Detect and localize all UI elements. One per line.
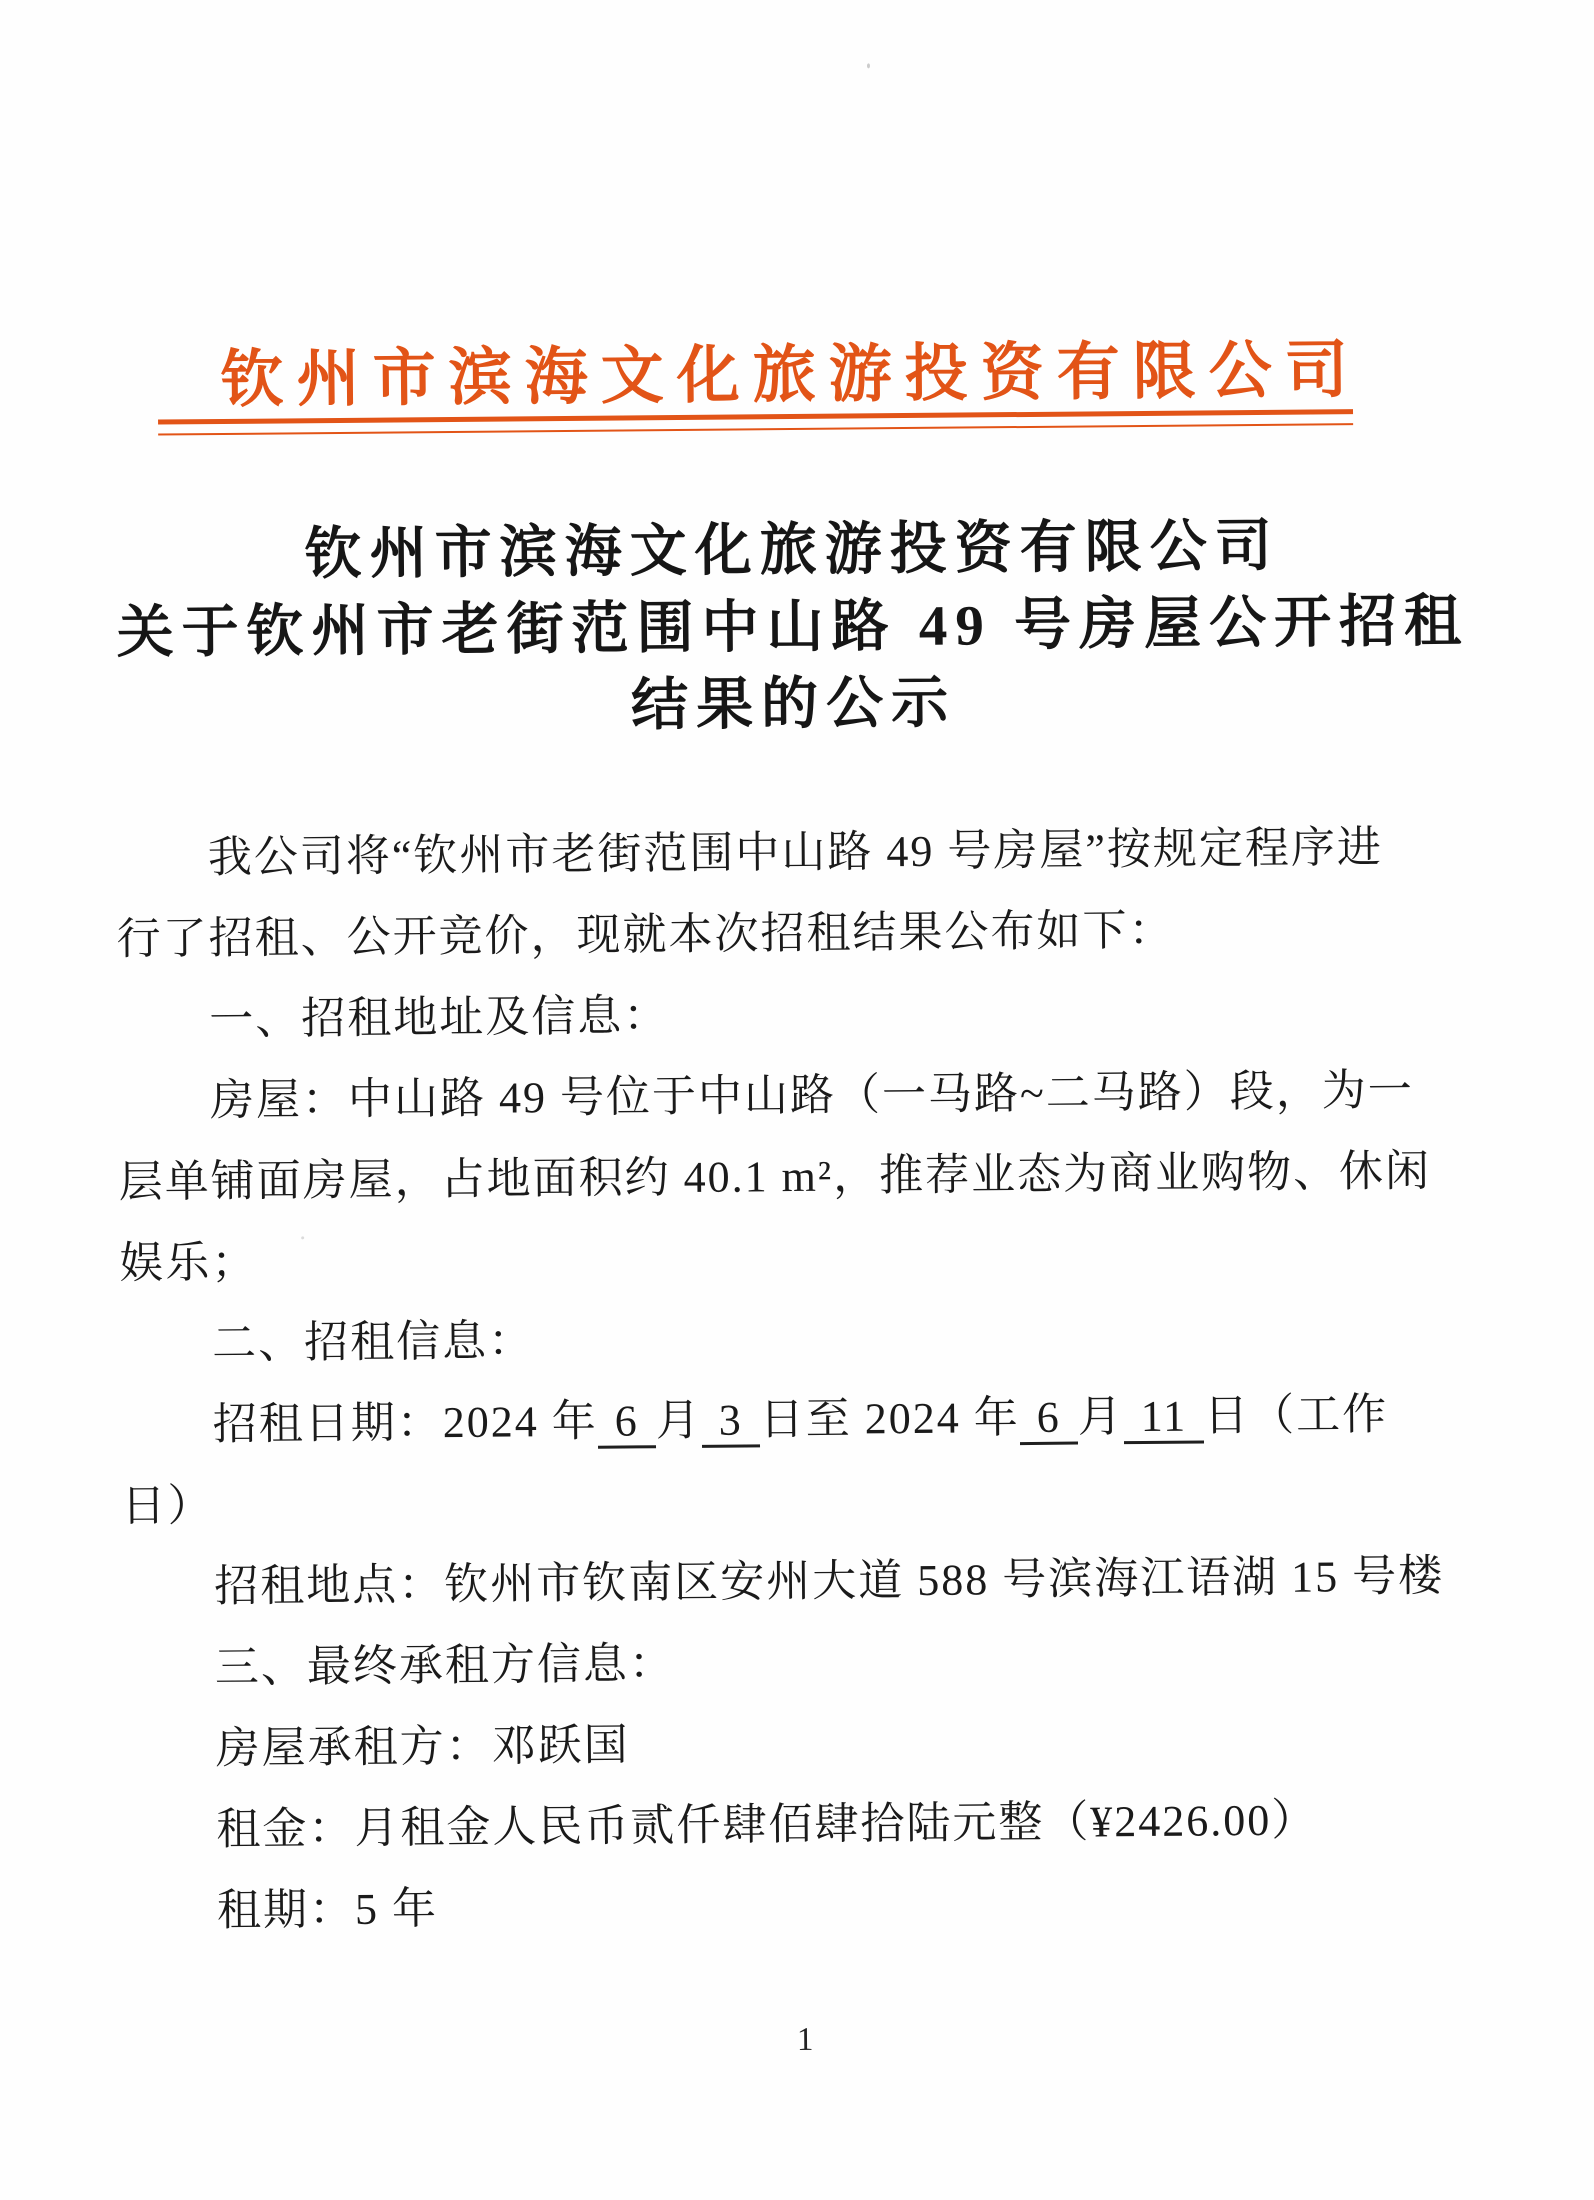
document-title	[0, 505, 1591, 750]
page-number: 1	[796, 2021, 814, 2059]
document-title-line: 关于钦州市老街范围中山路 49 号房屋公开招租	[116, 590, 1470, 665]
body-text-segment: 日至 2024 年	[759, 1393, 1020, 1445]
body-line	[119, 1211, 1490, 1304]
body-line	[121, 1454, 1492, 1547]
body-text-segment: 一、招租地址及信息：	[209, 991, 670, 1045]
document-body	[116, 806, 1496, 1952]
body-text-segment: 我公司将“钦州市老街范围中山路 49 号房屋”按规定程序进	[207, 822, 1384, 883]
body-line	[123, 1697, 1494, 1790]
scan-speck	[867, 63, 870, 68]
body-line	[122, 1535, 1493, 1628]
body-text-segment: 日（工作	[1203, 1389, 1389, 1441]
body-text-segment: 娱乐；	[119, 1237, 258, 1288]
document-title-line: 钦州市滨海文化旅游投资有限公司	[304, 514, 1280, 587]
underlined-value: 6	[598, 1396, 656, 1449]
body-line	[120, 1373, 1491, 1466]
body-text-segment: 三、最终承租方信息：	[214, 1639, 676, 1693]
body-text-segment: 租期：5 年	[216, 1884, 439, 1936]
underlined-value: 11	[1124, 1391, 1205, 1444]
underlined-value: 6	[1020, 1393, 1078, 1446]
body-line	[117, 968, 1488, 1061]
underlined-value: 3	[702, 1395, 760, 1448]
scan-speck	[301, 1236, 304, 1239]
body-line	[118, 1130, 1489, 1223]
body-text-segment: 行了招租、公开竞价，现就本次招租结果公布如下：	[116, 905, 1175, 964]
body-text-segment: 招租日期：2024 年	[212, 1396, 599, 1450]
body-line	[116, 806, 1487, 899]
body-text-segment: 日）	[121, 1481, 214, 1531]
body-text-segment: 房屋：中山路 49 号位于中山路（一马路~二马路）段，为一	[209, 1065, 1414, 1126]
company-letterhead: 钦州市滨海文化旅游投资有限公司	[220, 335, 1361, 416]
document-title-line: 结果的公示	[630, 671, 957, 738]
body-text-segment: 二、招租信息：	[211, 1316, 535, 1369]
body-text-segment: 层单铺面房屋，占地面积约 40.1 m²，推荐业态为商业购物、休闲	[118, 1146, 1432, 1207]
body-text-segment: 房屋承租方：邓跃国	[215, 1720, 630, 1774]
body-line	[125, 1859, 1496, 1952]
body-line	[123, 1616, 1494, 1709]
body-text-segment: 租金：月租金人民币贰仟肆佰肆拾陆元整（¥2426.00）	[216, 1795, 1318, 1855]
letterhead-rule-bottom	[158, 423, 1353, 435]
body-text-segment: 月	[655, 1395, 703, 1446]
body-text-segment: 招租地点：钦州市钦南区安州大道 588 号滨海江语湖 15 号楼	[214, 1551, 1445, 1612]
body-line	[124, 1778, 1495, 1871]
body-text-segment: 月	[1077, 1392, 1124, 1442]
body-line	[116, 887, 1487, 980]
body-line	[120, 1292, 1491, 1385]
body-line	[118, 1049, 1489, 1142]
